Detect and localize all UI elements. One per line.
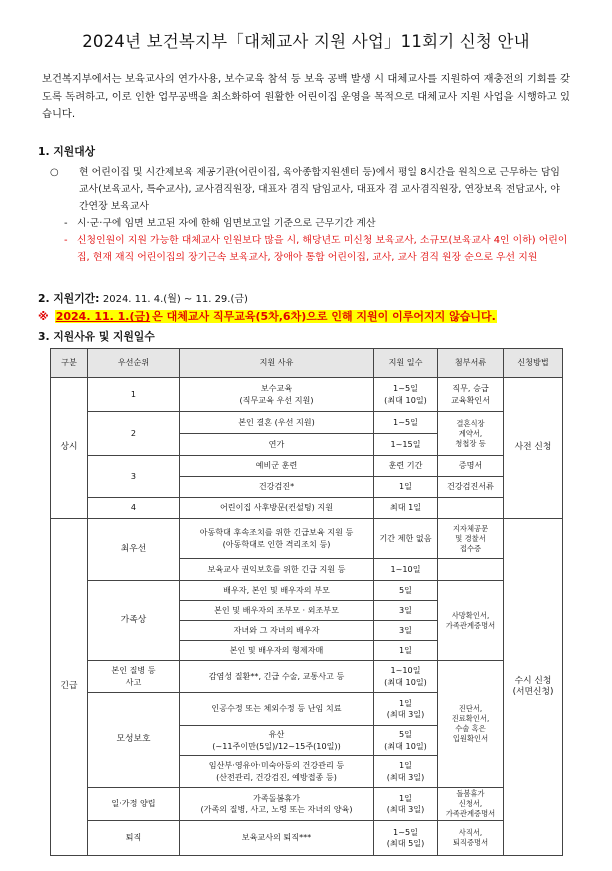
docs-cell: 지자체공문 및 경찰서 접수증 — [438, 519, 504, 559]
group-label: 퇴직 — [88, 821, 180, 856]
table-row — [51, 581, 563, 601]
table-row — [51, 788, 563, 821]
category-urgent: 긴급 — [51, 519, 88, 856]
notice-mark-icon: ※ — [38, 310, 49, 323]
target-bullet-text: 현 어린이집 및 시간제보육 제공기관(어린이집, 육아종합지원센터 등)에서 평일 8시간을 원칙으로 근무하는 담임교사(보육교사, 특수교사), 교사겸직원장, 대표자 겸직 담임교사, 대표자 겸 교사겸직원장, 연장보육 전담교사, 야간연장 보육교사 — [79, 167, 560, 212]
days-cell: 3일 — [374, 621, 438, 641]
rank-cell: 1 — [88, 378, 180, 412]
header-cell: 신청방법 — [504, 349, 563, 378]
docs-cell: 진단서, 진료확인서, 수술 혹은 입원확인서 — [438, 661, 504, 788]
days-cell: 1일 (최대 3일) — [374, 693, 438, 726]
page-title: 2024년 보건복지부「대체교사 지원 사업」11회기 신청 안내 — [82, 32, 530, 51]
table-row — [51, 661, 563, 693]
reason-cell: 보수교육 (직무교육 우선 지원) — [180, 378, 374, 412]
header-cell: 우선순위 — [88, 349, 180, 378]
group-label: 본인 질병 등 사고 — [88, 661, 180, 693]
header-cell: 지원 사유 — [180, 349, 374, 378]
days-cell: 1~10일 — [374, 559, 438, 581]
table-row — [51, 519, 563, 559]
days-cell: 5일 (최대 10일) — [374, 726, 438, 756]
intro-paragraph: 보건복지부에서는 보육교사의 연가사용, 보수교육 참석 등 보육 공백 발생 시 대체교사를 지원하여 재충전의 기회를 갖도록 독려하고, 이로 인한 업무공백을 최소화하여 원활한 어린이집 운영을 목적으로 대체교사 지원 사업을 시행하고 있습니다. — [42, 73, 570, 120]
reason-cell: 유산 (~11주이만(5일)/12~15주(10일)) — [180, 726, 374, 756]
header-cell: 첨부서류 — [438, 349, 504, 378]
days-cell: 3일 — [374, 601, 438, 621]
reason-cell: 어린이집 사후방문(컨설팅) 지원 — [180, 498, 374, 519]
days-cell: 1~10일 (최대 10일) — [374, 661, 438, 693]
table-row — [51, 378, 563, 412]
docs-cell — [438, 559, 504, 581]
notice-line — [38, 308, 497, 324]
reason-cell: 임산부·영유아·미숙아등의 건강관리 등 (산전관리, 건강검진, 예방접종 등) — [180, 756, 374, 788]
reason-cell: 아동학대 후속조치를 위한 긴급보육 지원 등 (아동학대로 인한 격리조치 등) — [180, 519, 374, 559]
support-table — [50, 348, 563, 856]
docs-cell: 사망확인서, 가족관계증명서 — [438, 581, 504, 661]
days-cell: 기간 제한 없음 — [374, 519, 438, 559]
days-cell: 1~5일 — [374, 412, 438, 434]
reason-cell: 인공수정 또는 체외수정 등 난임 치료 — [180, 693, 374, 726]
docs-cell: 결혼식장 계약서, 청첩장 등 — [438, 412, 504, 456]
reason-cell: 연가 — [180, 434, 374, 456]
group-label: 가족상 — [88, 581, 180, 661]
header-cell: 지원 일수 — [374, 349, 438, 378]
table-header-row — [51, 349, 563, 378]
group-label: 일·가정 양립 — [88, 788, 180, 821]
docs-cell: 돌봄휴가 신청서, 가족관계증명서 — [438, 788, 504, 821]
group-label: 모성보호 — [88, 693, 180, 788]
dash-icon: - — [64, 218, 68, 229]
reason-cell: 예비군 훈련 — [180, 456, 374, 477]
notice-text: 은 대체교사 직무교육(5차,6차)으로 인해 지원이 이루어지지 않습니다. — [152, 310, 496, 323]
days-cell: 1일 (최대 3일) — [374, 756, 438, 788]
section1-heading: 1. 지원대상 — [38, 145, 96, 158]
reason-cell: 감염성 질환**, 긴급 수술, 교통사고 등 — [180, 661, 374, 693]
table-row — [51, 821, 563, 856]
days-cell: 훈련 기간 — [374, 456, 438, 477]
days-cell: 최대 1일 — [374, 498, 438, 519]
reason-cell: 본인 및 배우자의 형제자매 — [180, 641, 374, 661]
days-cell: 1일 (최대 3일) — [374, 788, 438, 821]
apply-method-urgent: 수시 신청 (서면신청) — [504, 519, 563, 856]
rank-cell: 4 — [88, 498, 180, 519]
target-sub-item-1-text: 시·군·구에 임면 보고된 자에 한해 임면보고일 기준으로 근무기간 계산 — [77, 218, 376, 229]
category-regular: 상시 — [51, 378, 88, 519]
days-cell: 1일 — [374, 477, 438, 498]
circle-bullet-icon: ○ — [50, 167, 59, 178]
target-sub-item-2-text: 신청인원이 지원 가능한 대체교사 인원보다 많을 시, 해당년도 미신청 보육교사, 소규모(보육교사 4인 이하) 어린이집, 현재 재직 어린이집의 장기근속 보육교사, 장애아 통합 어린이집, 교사, 교사 겸직 원장 순으로 우선 지원 — [77, 235, 568, 263]
support-period: 2024. 11. 4.(월) ~ 11. 29.(금) — [102, 294, 248, 305]
apply-method-regular: 사전 신청 — [504, 378, 563, 519]
days-cell: 1~5일 (최대 10일) — [374, 378, 438, 412]
dash-icon: - — [64, 235, 68, 246]
reason-cell: 본인 및 배우자의 조부모 · 외조부모 — [180, 601, 374, 621]
days-cell: 1일 — [374, 641, 438, 661]
docs-cell: 사직서, 퇴직증명서 — [438, 821, 504, 856]
table-row — [51, 498, 563, 519]
table-row — [51, 456, 563, 477]
days-cell: 5일 — [374, 581, 438, 601]
rank-cell: 최우선 — [88, 519, 180, 581]
docs-cell: 직무, 승급 교육확인서 — [438, 378, 504, 412]
reason-cell: 보육교사 권익보호를 위한 긴급 지원 등 — [180, 559, 374, 581]
days-cell: 1~5일 (최대 5일) — [374, 821, 438, 856]
notice-date: 2024. 11. 1.(금) — [55, 310, 151, 323]
days-cell: 1~15일 — [374, 434, 438, 456]
docs-cell: 건강검진서류 — [438, 477, 504, 498]
reason-cell: 건강검진* — [180, 477, 374, 498]
reason-cell: 자녀와 그 자녀의 배우자 — [180, 621, 374, 641]
reason-cell: 가족돌봄휴가 (가족의 질병, 사고, 노령 또는 자녀의 양육) — [180, 788, 374, 821]
section2-heading: 2. 지원기간: 2024. 11. 4.(월) ~ 11. 29.(금) — [38, 292, 248, 305]
reason-cell: 배우자, 본인 및 배우자의 부모 — [180, 581, 374, 601]
docs-cell — [438, 498, 504, 519]
table-row — [51, 412, 563, 434]
header-cell: 구분 — [51, 349, 88, 378]
rank-cell: 2 — [88, 412, 180, 456]
docs-cell: 증명서 — [438, 456, 504, 477]
reason-cell: 보육교사의 퇴직*** — [180, 821, 374, 856]
reason-cell: 본인 결혼 (우선 지원) — [180, 412, 374, 434]
section3-heading: 3. 지원사유 및 지원일수 — [38, 330, 155, 343]
rank-cell: 3 — [88, 456, 180, 498]
